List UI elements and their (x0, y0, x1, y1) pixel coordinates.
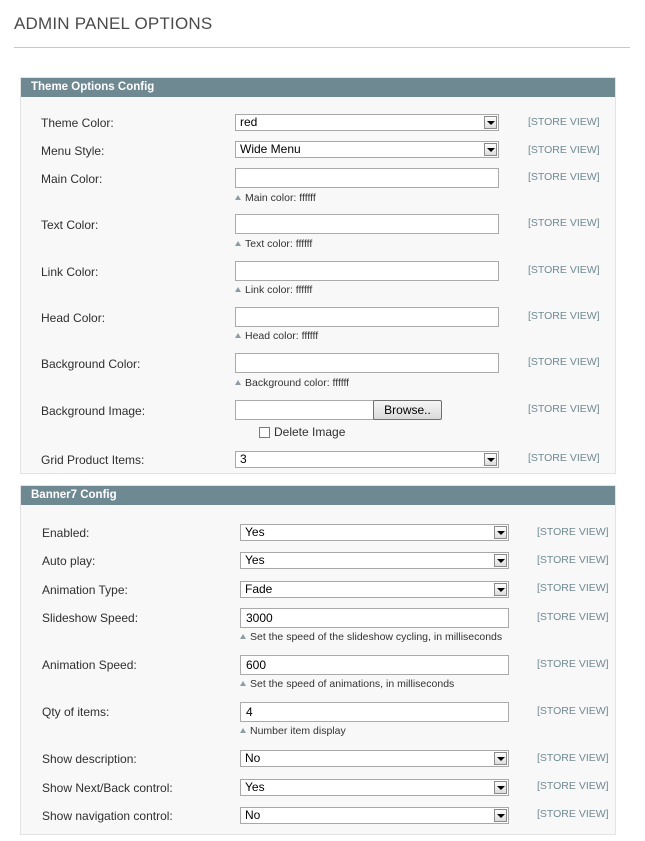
enabled-label: Enabled: (42, 526, 90, 540)
delete-image-checkbox[interactable] (259, 427, 270, 438)
enabled-select[interactable] (240, 524, 509, 541)
auto-play-value: Yes (245, 553, 265, 567)
link-color-note (235, 284, 312, 296)
head-color-note (235, 330, 318, 342)
show-description-scope: [STORE VIEW] (537, 752, 609, 764)
slideshow-speed-scope: [STORE VIEW] (537, 611, 609, 623)
bg-color-note (235, 377, 349, 389)
head-color-input[interactable] (235, 307, 499, 327)
chevron-down-icon[interactable] (484, 116, 497, 129)
note-arrow-icon (235, 380, 241, 385)
menu-style-scope: [STORE VIEW] (528, 144, 600, 156)
menu-style-value: Wide Menu (240, 142, 301, 156)
animation-type-scope: [STORE VIEW] (537, 582, 609, 594)
banner7-header[interactable]: Banner7 Config (21, 486, 615, 505)
text-color-label: Text Color: (41, 218, 99, 232)
bg-color-scope: [STORE VIEW] (528, 356, 600, 368)
note-arrow-icon (240, 634, 246, 639)
bg-image-file-input[interactable] (235, 400, 374, 420)
text-color-scope: [STORE VIEW] (528, 217, 600, 229)
enabled-value: Yes (245, 525, 265, 539)
grid-items-scope: [STORE VIEW] (528, 452, 600, 464)
title-divider (14, 47, 630, 48)
text-color-note-text: Text color: ffffff (245, 238, 313, 250)
qty-items-note (240, 725, 346, 737)
show-description-label: Show description: (42, 752, 137, 766)
auto-play-scope: [STORE VIEW] (537, 554, 609, 566)
show-nextback-select[interactable] (240, 779, 509, 796)
note-arrow-icon (235, 287, 241, 292)
menu-style-label: Menu Style: (41, 144, 105, 158)
main-color-scope: [STORE VIEW] (528, 171, 600, 183)
show-navigation-value: No (245, 808, 261, 822)
chevron-down-icon[interactable] (494, 752, 507, 765)
show-navigation-select[interactable] (240, 807, 509, 824)
animation-speed-label: Animation Speed: (42, 658, 137, 672)
animation-type-label: Animation Type: (42, 583, 128, 597)
link-color-scope: [STORE VIEW] (528, 264, 600, 276)
chevron-down-icon[interactable] (494, 526, 507, 539)
theme-options-section (20, 77, 616, 474)
auto-play-label: Auto play: (42, 554, 96, 568)
chevron-down-icon[interactable] (494, 554, 507, 567)
bg-image-scope: [STORE VIEW] (528, 403, 600, 415)
qty-items-note-text: Number item display (250, 725, 346, 737)
theme-color-select[interactable] (235, 114, 499, 131)
slideshow-speed-note-text: Set the speed of the slideshow cycling, in milliseconds (250, 631, 503, 643)
enabled-scope: [STORE VIEW] (537, 526, 609, 538)
text-color-note (235, 238, 312, 250)
auto-play-select[interactable] (240, 552, 509, 569)
menu-style-select[interactable] (235, 141, 499, 158)
main-color-note-text: Main color: ffffff (245, 192, 316, 204)
show-nextback-value: Yes (245, 780, 265, 794)
animation-speed-note (240, 678, 454, 690)
link-color-label: Link Color: (41, 265, 99, 279)
note-arrow-icon (240, 681, 246, 686)
slideshow-speed-label: Slideshow Speed: (42, 611, 139, 625)
grid-items-label: Grid Product Items: (41, 453, 145, 467)
animation-type-value: Fade (245, 582, 273, 596)
chevron-down-icon[interactable] (494, 809, 507, 822)
theme-color-scope: [STORE VIEW] (528, 116, 600, 128)
delete-image-label[interactable]: Delete Image (274, 425, 346, 439)
qty-items-input[interactable]: 4 (240, 702, 509, 722)
show-navigation-label: Show navigation control: (42, 809, 173, 823)
page-title: ADMIN PANEL OPTIONS (14, 14, 213, 33)
bg-color-input[interactable] (235, 353, 499, 373)
main-color-label: Main Color: (41, 172, 103, 186)
qty-items-label: Qty of items: (42, 705, 110, 719)
main-color-input[interactable] (235, 168, 499, 188)
slideshow-speed-note (240, 631, 502, 643)
bg-image-label: Background Image: (41, 404, 146, 418)
chevron-down-icon[interactable] (484, 143, 497, 156)
head-color-scope: [STORE VIEW] (528, 310, 600, 322)
qty-items-scope: [STORE VIEW] (537, 705, 609, 717)
theme-color-value: red (240, 115, 258, 129)
chevron-down-icon[interactable] (484, 453, 497, 466)
note-arrow-icon (235, 241, 241, 246)
link-color-input[interactable] (235, 261, 499, 281)
browse-button[interactable]: Browse.. (373, 400, 442, 420)
note-arrow-icon (235, 333, 241, 338)
slideshow-speed-input[interactable]: 3000 (240, 608, 509, 628)
theme-color-label: Theme Color: (41, 116, 114, 130)
chevron-down-icon[interactable] (494, 781, 507, 794)
animation-speed-note-text: Set the speed of animations, in milliseconds (250, 678, 455, 690)
chevron-down-icon[interactable] (494, 583, 507, 596)
show-nextback-label: Show Next/Back control: (42, 781, 173, 795)
animation-speed-input[interactable]: 600 (240, 655, 509, 675)
bg-color-label: Background Color: (41, 357, 141, 371)
bg-color-note-text: Background color: ffffff (245, 377, 350, 389)
grid-items-select[interactable] (235, 451, 499, 468)
head-color-note-text: Head color: ffffff (245, 330, 319, 342)
animation-type-select[interactable] (240, 581, 509, 598)
show-description-select[interactable] (240, 750, 509, 767)
grid-items-value: 3 (240, 452, 247, 466)
note-arrow-icon (235, 195, 241, 200)
main-color-note (235, 192, 316, 204)
note-arrow-icon (240, 728, 246, 733)
link-color-note-text: Link color: ffffff (245, 284, 313, 296)
show-navigation-scope: [STORE VIEW] (537, 808, 609, 820)
banner7-section (20, 485, 616, 835)
show-description-value: No (245, 751, 261, 765)
text-color-input[interactable] (235, 214, 499, 234)
animation-speed-scope: [STORE VIEW] (537, 658, 609, 670)
theme-options-header[interactable]: Theme Options Config (21, 78, 615, 97)
show-nextback-scope: [STORE VIEW] (537, 780, 609, 792)
head-color-label: Head Color: (41, 311, 106, 325)
